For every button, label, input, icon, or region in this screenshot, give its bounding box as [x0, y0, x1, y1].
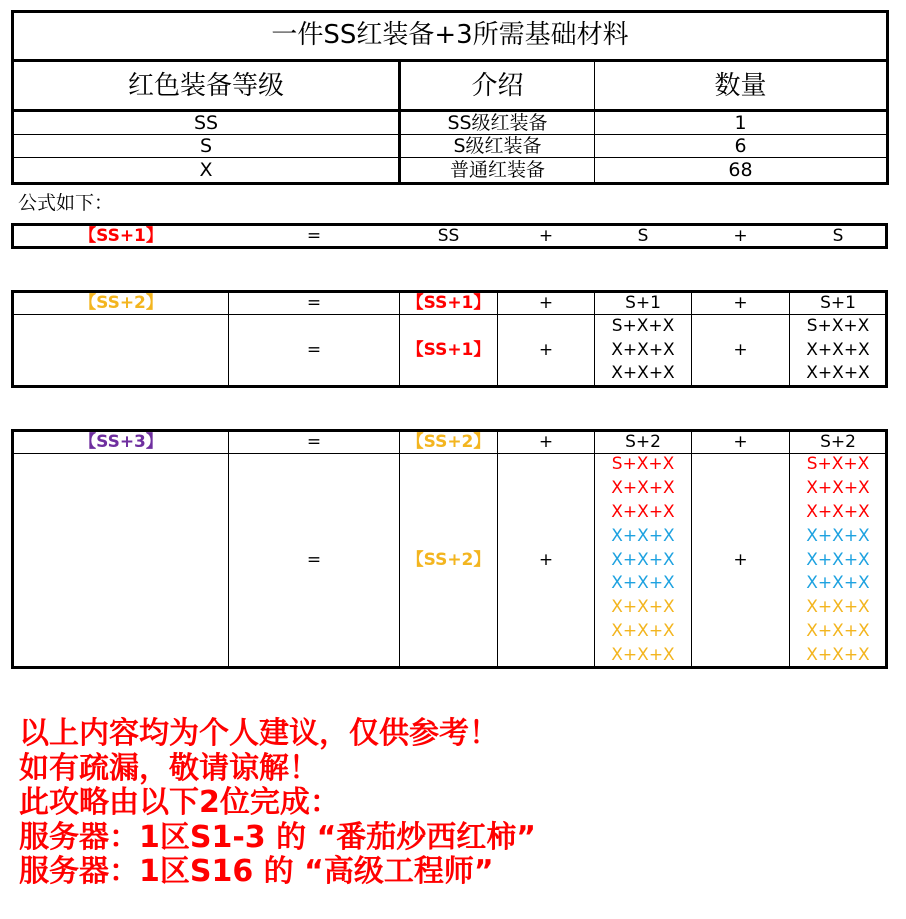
- formula-ss1-plus-2: +: [733, 225, 748, 246]
- column-header-intro: 介绍: [471, 70, 524, 101]
- formula-ss3-expansion-equals: =: [306, 550, 322, 570]
- formula-ss3-term-a: 【SS+2】: [406, 432, 491, 452]
- formula-ss2-term-a: 【SS+1】: [406, 293, 491, 313]
- intro-cell: SS级红装备: [447, 111, 548, 134]
- formula-ss1-term-a: SS: [437, 225, 460, 246]
- formula-ss1-plus-1: +: [538, 225, 554, 246]
- expansion-line: X+X+X: [611, 478, 675, 499]
- formula-ss2-plus-1: +: [538, 293, 554, 313]
- formula-ss3-expansion-c: [790, 454, 886, 667]
- formula-ss1-equals: =: [306, 225, 322, 246]
- formula-ss3-expansion-plus-1: +: [538, 550, 554, 570]
- grade-cell: SS: [193, 111, 219, 134]
- expansion-line: S+X+X: [806, 454, 870, 475]
- formula-ss2-expansion-c: [790, 315, 886, 386]
- formula-ss3-term-b: S+2: [625, 432, 661, 452]
- expansion-line: X+X+X: [611, 525, 675, 546]
- expansion-line: S+X+X: [806, 315, 870, 336]
- expansion-line: X+X+X: [611, 502, 675, 523]
- formula-ss3-equals: =: [306, 432, 322, 452]
- formula-ss3-expansion-b: [595, 454, 691, 667]
- expansion-line: X+X+X: [806, 621, 870, 641]
- count-cell: 1: [734, 111, 747, 134]
- formula-ss2-term-b: S+1: [625, 293, 661, 313]
- note-line: 如有疏漏，敬请谅解！: [19, 750, 319, 786]
- formula-ss3-term-c: S+2: [820, 432, 856, 452]
- column-header-grade: 红色装备等级: [127, 70, 284, 101]
- intro-cell: 普通红装备: [449, 158, 545, 181]
- formula-ss2-expansion-equals: =: [306, 340, 322, 360]
- expansion-line: X+X+X: [806, 644, 870, 665]
- formula-ss3-expansion-plus-2: +: [733, 550, 748, 570]
- expansion-line: S+X+X: [611, 315, 675, 336]
- formula-ss3-label: 【SS+3】: [79, 432, 163, 452]
- note-line: 以上内容均为个人建议，仅供参考！: [19, 716, 499, 751]
- formula-ss3-plus-1: +: [538, 432, 554, 452]
- formula-ss1-term-c: S: [832, 225, 844, 246]
- formula-ss2-equals: =: [306, 293, 322, 313]
- expansion-line: X+X+X: [611, 573, 675, 594]
- formula-ss2-term-c: S+1: [820, 293, 856, 313]
- expansion-line: X+X+X: [611, 339, 675, 360]
- expansion-line: X+X+X: [611, 549, 675, 570]
- author-notes: [19, 717, 536, 890]
- formula-ss2-expansion-plus-2: +: [733, 340, 748, 360]
- expansion-line: X+X+X: [806, 549, 870, 570]
- expansion-line: X+X+X: [806, 478, 870, 499]
- formula-ss2-expansion-b: [595, 315, 691, 386]
- expansion-line: X+X+X: [806, 525, 870, 546]
- formula-ss2-expansion-term-a: 【SS+1】: [406, 340, 491, 360]
- expansion-line: X+X+X: [806, 573, 870, 594]
- formula-label: 公式如下：: [18, 192, 114, 214]
- formula-ss3-expansion-term-a: 【SS+2】: [406, 550, 491, 570]
- note-line: 服务器：1区S16 的 “高级工程师”: [19, 854, 494, 889]
- expansion-line: X+X+X: [806, 363, 870, 384]
- formula-ss2-expansion-plus-1: +: [538, 340, 554, 360]
- count-cell: 6: [734, 134, 747, 157]
- expansion-line: X+X+X: [611, 621, 675, 641]
- expansion-line: X+X+X: [806, 502, 870, 523]
- formula-ss1-label: 【SS+1】: [79, 225, 163, 246]
- formula-ss2-label: 【SS+2】: [79, 293, 163, 313]
- intro-cell: S级红装备: [453, 134, 542, 157]
- grade-cell: X: [199, 158, 213, 181]
- page-title: 一件SS红装备+3所需基础材料: [271, 20, 629, 50]
- grade-cell: S: [199, 134, 213, 157]
- note-line: 此攻略由以下2位完成：: [19, 785, 340, 820]
- column-header-count: 数量: [714, 70, 767, 101]
- count-cell: 68: [728, 158, 753, 181]
- expansion-line: S+X+X: [611, 454, 675, 475]
- expansion-line: X+X+X: [806, 597, 870, 618]
- expansion-line: X+X+X: [611, 597, 675, 618]
- formula-ss1-term-b: S: [637, 225, 649, 246]
- formula-ss3-plus-2: +: [733, 432, 748, 452]
- expansion-line: X+X+X: [611, 644, 675, 665]
- expansion-line: X+X+X: [806, 339, 870, 360]
- note-line: 服务器：1区S1-3 的 “番茄炒西红柿”: [19, 819, 537, 855]
- expansion-line: X+X+X: [611, 363, 675, 384]
- formula-ss2-plus-2: +: [733, 293, 748, 313]
